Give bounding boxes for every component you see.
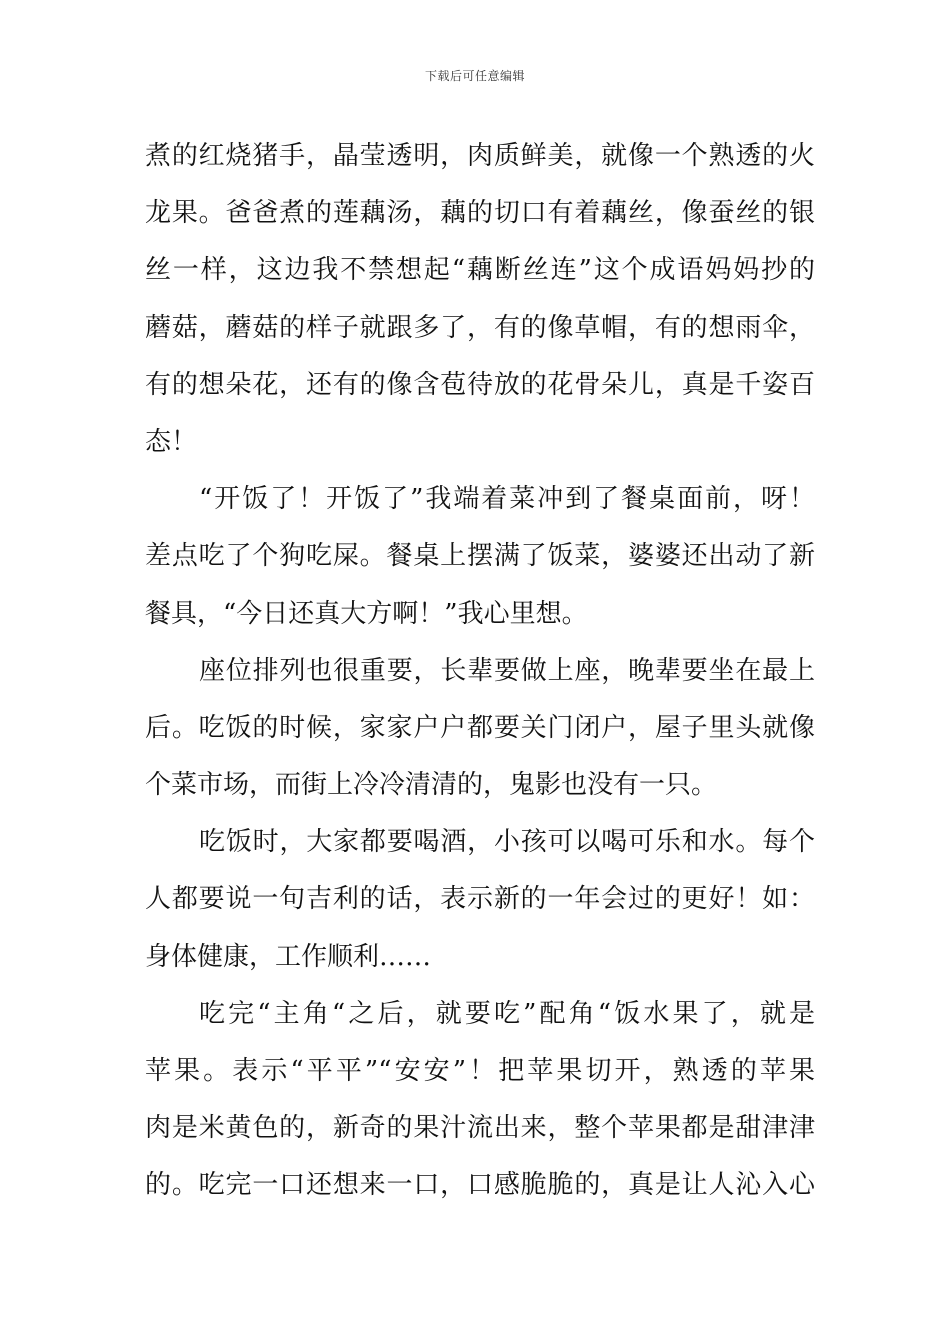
text-line: 有的想朵花，还有的像含苞待放的花骨朵儿，真是千姿百: [145, 369, 815, 400]
text-line: “开饭了！开饭了”我端着菜冲到了餐桌面前，呀！: [199, 484, 815, 515]
text-line: 差点吃了个狗吃屎。餐桌上摆满了饭菜，婆婆还出动了新: [145, 541, 815, 572]
text-line: 煮的红烧猪手，晶莹透明，肉质鲜美，就像一个熟透的火: [145, 141, 815, 171]
body-text: [145, 128, 815, 1215]
text-line: 个菜市场，而街上冷冷清清的，鬼影也没有一只。: [145, 770, 718, 801]
text-line: 身体健康，工作顺利……: [145, 941, 432, 972]
text-line: 人都要说一句吉利的话，表示新的一年会过的更好！如：: [145, 884, 815, 915]
text-line: 态！: [145, 426, 198, 457]
text-line: 龙果。爸爸煮的莲藕汤，藕的切口有着藕丝，像蚕丝的银: [145, 198, 815, 229]
text-line: 后。吃饭的时候，家家户户都要关门闭户，屋子里头就像: [145, 712, 815, 743]
text-line: 丝一样，这边我不禁想起“藕断丝连”这个成语妈妈抄的: [145, 255, 815, 286]
text-line: 的。吃完一口还想来一口，口感脆脆的，真是让人沁入心: [145, 1170, 815, 1201]
text-line: 肉是米黄色的，新奇的果汁流出来，整个苹果都是甜津津: [145, 1113, 815, 1144]
text-line: 座位排列也很重要，长辈要做上座，晚辈要坐在最上: [199, 655, 815, 686]
text-line: 餐具，“今日还真大方啊！”我心里想。: [145, 598, 588, 629]
text-line: 吃完“主角“之后，就要吃”配角“饭水果了，就是: [199, 998, 815, 1029]
header-note: 下载后可任意编辑: [424, 69, 525, 83]
text-line: 苹果。表示“平平”“安安”！把苹果切开，熟透的苹果: [145, 1056, 815, 1086]
text-line: 蘑菇，蘑菇的样子就跟多了，有的像草帽，有的想雨伞，: [145, 312, 815, 343]
text-line: 吃饭时，大家都要喝酒，小孩可以喝可乐和水。每个: [199, 827, 815, 858]
